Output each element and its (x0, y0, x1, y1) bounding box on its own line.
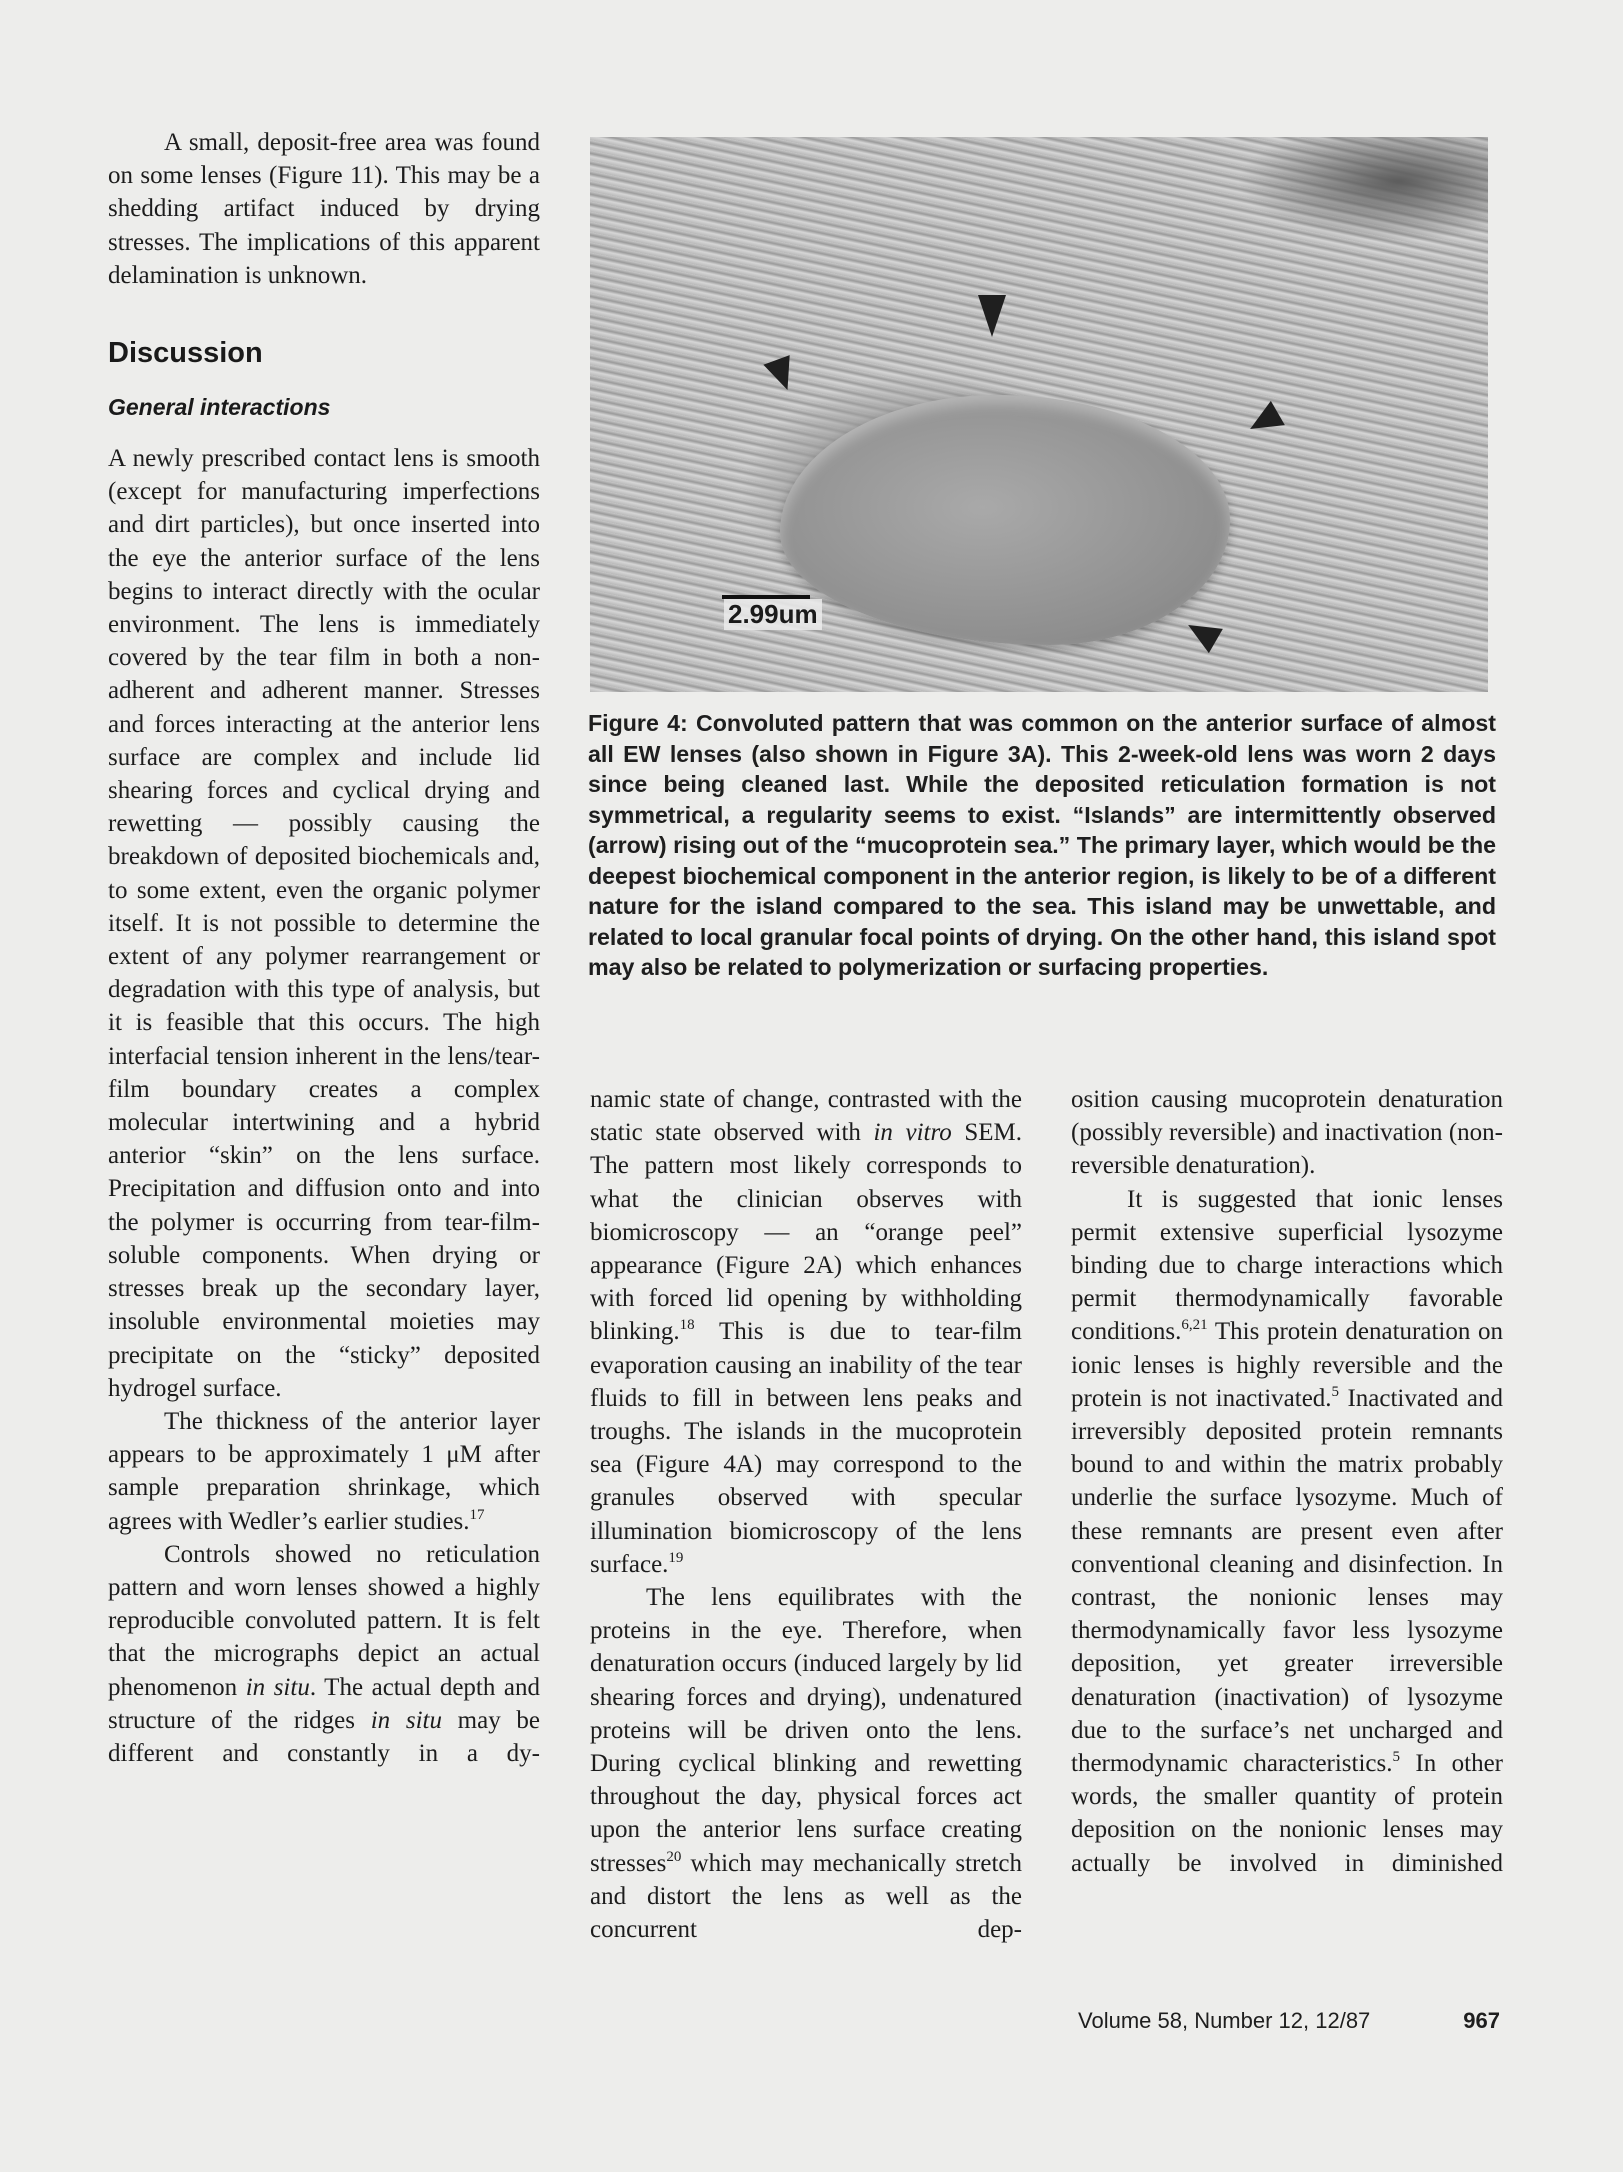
scale-bar-label: 2.99um (724, 599, 822, 630)
paragraph-controls: Controls showed no reticulation pattern and worn lenses showed a highly reproducible convoluted pattern. It is felt that the micrographs depict an actual phenomenon in situ. The actual depth and structure of the ridges in situ may be different and constantly in a dy- (108, 1540, 541, 1767)
paragraph-mucoprotein-denaturation: osition causing mucoprotein denaturation (possibly reversible) and inactivation (non-reversible denaturation). (1071, 1086, 1503, 1180)
section-heading-discussion: Discussion (108, 337, 263, 370)
figure-4-caption: Figure 4: Convoluted pattern that was common on the anterior surface of almost all EW lenses (also shown in Figure 3A). This 2-week-old lens was worn 2 days since being cleaned last. While the deposited reticulation formation is not symmetrical, a regularity seems to exist. “Islands” are intermittently observed (arrow) rising out of the “mucoprotein sea.” The primary layer, which would be the deepest biochemical component in the anterior region, is likely to be of a different nature for the island compared to the sea. This island may be unwettable, and related to local granular focal points of drying. On the other hand, this island spot may also be related to polymerization or surfacing properties. (588, 710, 1496, 980)
paragraph-ionic-lenses: It is suggested that ionic lenses permit extensive superficial lysozyme binding due to charge interactions which permit thermodynamically favorable conditions.$^{6,21}$ This protein denaturation on ionic lenses is highly reversible and the protein is not inactivated.$^5$ Inactivated and irreversibly deposited protein remnants bound to and within the matrix probably underlie the surface lysozyme. Much of these remnants are present even after conventional cleaning and disinfection. In contrast, the nonionic lenses may thermodynamically favor less lysozyme deposition, yet greater irreversible denaturation (inactivation) of lysozyme due to the surface’s net uncharged and thermodynamic characteristics.$^5$ In other words, the smaller quantity of protein deposition on the nonionic lenses may actually be involved in diminished (1071, 1185, 1503, 1877)
reference-superscript: 17 (469, 1506, 485, 1523)
reference-superscript: 18 (679, 1317, 695, 1334)
paragraph-deposit-free: A small, deposit-free area was found on some lenses (Figure 11). This may be a shedding artifact induced by drying stresses. The implications of this apparent delamination is unknown. (108, 129, 540, 289)
island-deposit (780, 395, 1230, 645)
paragraph-thickness: The thickness of the anterior layer appears to be approximately 1 μM after sample preparation shrinkage, which agrees with Wedler’s earlier studies.$^{17}$ (108, 1407, 540, 1535)
page-number: 967 (1463, 2008, 1500, 2033)
page-footer (1078, 2008, 1500, 2034)
arrow-pointer-icon (978, 295, 1006, 337)
reference-superscript: 20 (666, 1848, 682, 1865)
reference-superscript: 19 (668, 1549, 684, 1566)
arrow-pointer-icon (1243, 401, 1285, 441)
text-column-2 (590, 1083, 1022, 1946)
journal-volume-info: Volume 58, Number 12, 12/87 (1078, 2008, 1371, 2033)
paragraph-dynamic-state: namic state of change, contrasted with the static state observed with in vitro SEM. The pattern most likely corresponds to what the clinician observes with biomicroscopy — an “orange peel” appearance (Figure 2A) which enhances with forced lid opening by withholding blinking.$^{18}$ This is due to tear-film evaporation causing an inability of the tear fluids to fill in between lens peaks and troughs. The islands in the mucoprotein sea (Figure 4A) may correspond to the granules observed with specular illumination biomicroscopy of the lens surface.$^{19}$ (590, 1086, 1022, 1578)
subheading-general-interactions: General interactions (108, 394, 331, 421)
reference-superscript: 5 (1331, 1383, 1340, 1400)
paragraph-lens-equilibrates: The lens equilibrates with the proteins in the eye. Therefore, when denaturation occurs (induced largely by lid shearing forces and drying), undenatured proteins will be driven onto the lens. During cyclical blinking and rewetting throughout the day, physical forces act upon the anterior lens surface creating stresses$^{20}$ which may mechanically stretch and distort the lens as well as the concurrent dep- (590, 1584, 1022, 1944)
paragraph-general-interactions: A newly prescribed contact lens is smooth (except for manufacturing imperfections and dirt particles), but once inserted into the eye the anterior surface of the lens begins to interact directly with the ocular environment. The lens is immediately covered by the tear film in both a non-adherent and adherent manner. Stresses and forces interacting at the anterior lens surface are complex and include lid shearing forces and cyclical drying and rewetting — possibly causing the breakdown of deposited biochemicals and, to some extent, even the organic polymer itself. It is not possible to determine the extent of any polymer rearrangement or degradation with this type of analysis, but it is feasible that this occurs. The high interfacial tension inherent in the lens/tear-film boundary creates a complex molecular intertwining and a hybrid anterior “skin” on the lens surface. Precipitation and diffusion onto and into the polymer is occurring from tear-film-soluble components. When drying or stresses break up the secondary layer, insoluble environmental moieties may precipitate on the “sticky” deposited hydrogel surface. (108, 445, 540, 1402)
arrow-pointer-icon (763, 355, 800, 395)
reference-superscript: 6,21 (1181, 1317, 1208, 1334)
text-column-1 (108, 126, 540, 1770)
text-column-3 (1071, 1083, 1503, 1880)
reference-superscript: 5 (1392, 1749, 1401, 1766)
arrow-pointer-icon (1181, 613, 1223, 653)
figure-4-sem-micrograph (590, 137, 1488, 692)
